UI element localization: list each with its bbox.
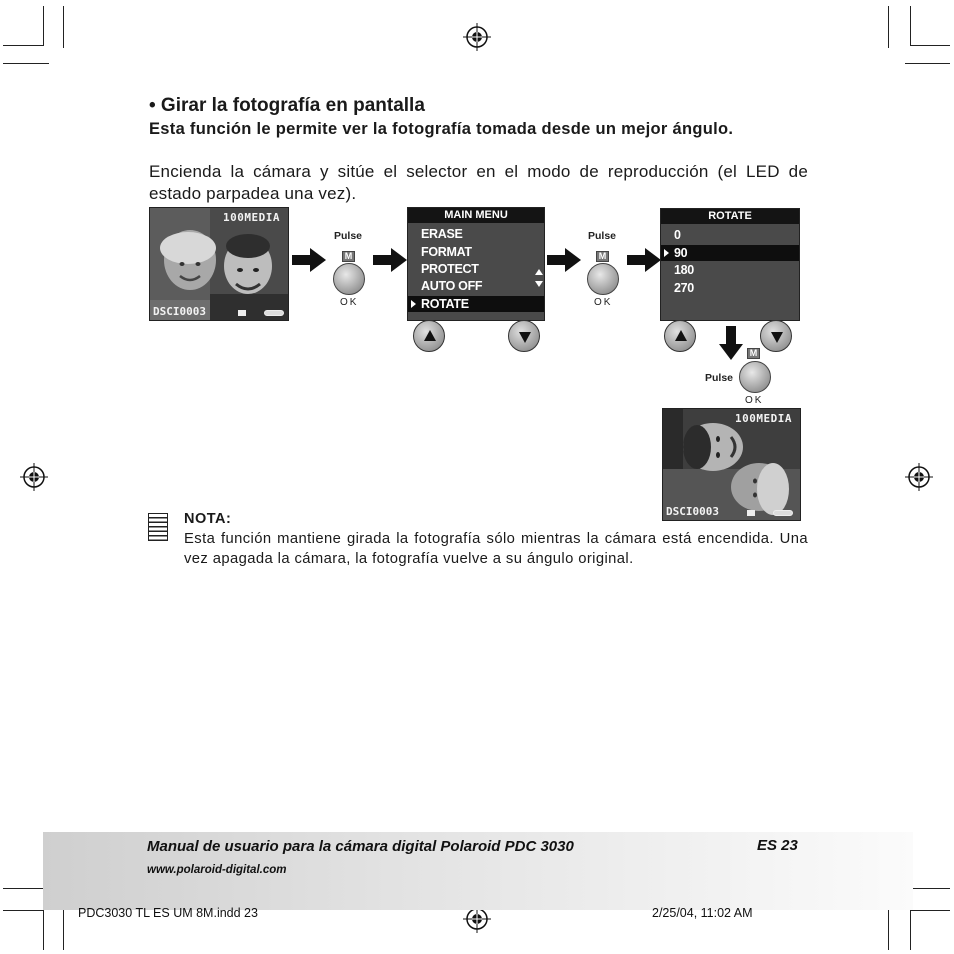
flow-arrow	[547, 250, 581, 270]
down-button[interactable]	[508, 320, 540, 352]
rotate-option-270[interactable]: 270	[674, 281, 694, 295]
crop-mark	[43, 6, 44, 46]
instruction-text: Encienda la cámara y sitúe el selector en el modo de reproducción (el LED de estado parpadea una vez).	[149, 162, 808, 203]
selection-caret-icon	[664, 249, 669, 257]
crop-mark	[910, 6, 911, 46]
crop-mark	[888, 906, 889, 950]
ok-label: OK	[340, 297, 359, 308]
photo-folder-label: 100MEDIA	[735, 412, 792, 425]
ok-label: OK	[594, 297, 613, 308]
footer-manual-title: Manual de usuario para la cámara digital Polaroid PDC 3030	[147, 838, 574, 855]
scroll-arrows-icon	[534, 268, 544, 288]
photo-folder-label: 100MEDIA	[223, 211, 280, 224]
playback-photo-rotated	[662, 408, 801, 521]
pulse-label: Pulse	[705, 372, 734, 384]
crop-mark	[63, 906, 64, 950]
lock-icon	[747, 510, 755, 516]
menu-item-format[interactable]: FORMAT	[421, 245, 472, 259]
crop-mark	[888, 6, 889, 48]
note-text: Esta función mantiene girada la fotografía sólo mientras la cámara está encendida. Una vez apagada la cámara, la fotografía vuelve a su ángulo original.	[184, 531, 808, 567]
m-button-label: M	[596, 251, 609, 262]
crop-mark	[43, 910, 44, 950]
up-button[interactable]	[664, 320, 696, 352]
ok-label: OK	[745, 395, 764, 406]
crop-mark	[63, 6, 64, 48]
menu-item-rotate[interactable]: ROTATE	[421, 297, 469, 311]
menu-item-erase[interactable]: ERASE	[421, 227, 463, 241]
lock-icon	[238, 310, 246, 316]
rotate-option-180[interactable]: 180	[674, 263, 694, 277]
registration-mark-icon	[20, 463, 48, 491]
pulse-label: Pulse	[588, 230, 617, 242]
crop-mark	[905, 63, 950, 64]
down-button[interactable]	[760, 320, 792, 352]
registration-mark-icon	[463, 23, 491, 51]
rotate-menu-screen	[660, 208, 800, 321]
menu-item-protect[interactable]: PROTECT	[421, 262, 479, 276]
flow-arrow-down	[720, 326, 742, 360]
battery-icon	[773, 510, 793, 516]
print-slug-file: PDC3030 TL ES UM 8M.indd 23	[78, 906, 258, 920]
crop-mark	[910, 910, 950, 911]
page-number: ES 23	[757, 837, 798, 854]
ok-button[interactable]	[587, 263, 619, 295]
main-menu-screen	[407, 207, 545, 321]
crop-mark	[3, 63, 49, 64]
photo-filename: DSCI0003	[153, 305, 206, 318]
crop-mark	[3, 45, 43, 46]
footer-url: www.polaroid-digital.com	[147, 864, 287, 876]
rotate-option-90[interactable]: 90	[674, 246, 688, 260]
pulse-label: Pulse	[334, 230, 363, 242]
section-lead: Esta función le permite ver la fotografía tomada desde un mejor ángulo.	[149, 120, 734, 138]
ok-button[interactable]	[333, 263, 365, 295]
section-title: • Girar la fotografía en pantalla	[149, 95, 425, 116]
m-button-label: M	[342, 251, 355, 262]
note-title: NOTA:	[184, 511, 232, 527]
battery-icon	[264, 310, 284, 316]
flow-arrow	[627, 250, 661, 270]
rotate-menu-header: ROTATE	[661, 209, 799, 224]
note-icon	[148, 513, 168, 541]
flow-arrow	[373, 250, 407, 270]
menu-item-auto-off[interactable]: AUTO OFF	[421, 279, 483, 293]
crop-mark	[910, 910, 911, 950]
flow-arrow	[292, 250, 326, 270]
registration-mark-icon	[905, 463, 933, 491]
main-menu-header: MAIN MENU	[408, 208, 544, 223]
print-slug-date: 2/25/04, 11:02 AM	[652, 906, 753, 920]
playback-photo-original	[149, 207, 289, 321]
photo-filename: DSCI0003	[666, 505, 719, 518]
crop-mark	[910, 45, 950, 46]
up-button[interactable]	[413, 320, 445, 352]
ok-button[interactable]	[739, 361, 771, 393]
m-button-label: M	[747, 348, 760, 359]
rotate-option-0[interactable]: 0	[674, 228, 681, 242]
crop-mark	[3, 910, 43, 911]
selection-caret-icon	[411, 300, 416, 308]
